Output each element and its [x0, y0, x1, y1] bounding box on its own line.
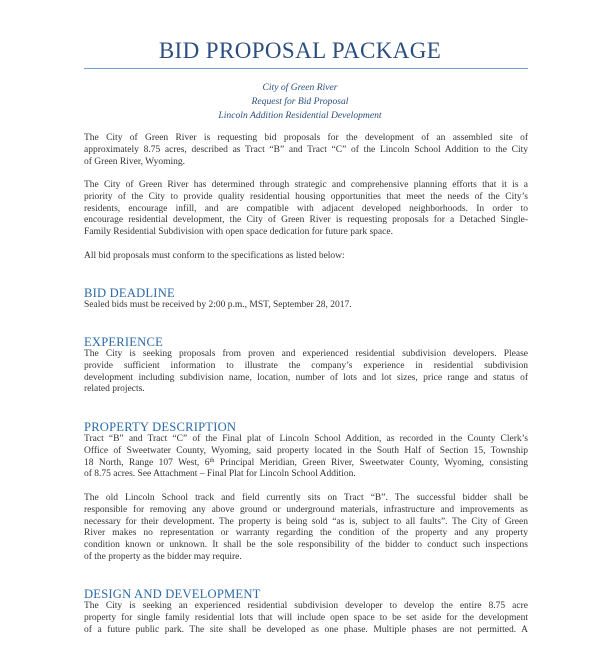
text-line: approximately 8.75 acres, described as Tract “B” and Tract “C” of the Lincoln School Addition to the City — [84, 144, 528, 155]
text-line: of Green River, Wyoming. — [84, 156, 185, 167]
text-line: necessary for their development. The property is being sold “as is, subject to all faults”. The City of Green — [84, 516, 528, 527]
section-heading-design-development: DESIGN AND DEVELOPMENT — [84, 587, 261, 601]
section-heading-bid-deadline: BID DEADLINE — [84, 286, 175, 300]
text-line: property for single family residential lots that will include open space to be set aside for the development — [84, 612, 528, 623]
text-line: River makes no representation or warranty regarding the condition of the property and any property — [84, 528, 528, 539]
text-line: Family Residential Subdivision with open space dedication for future park space. — [84, 227, 393, 238]
text-line: The City is seeking an experienced residential subdivision developer to develop the entire 8.75 acre — [84, 601, 528, 611]
title-divider — [84, 68, 528, 69]
design-paragraph — [84, 601, 528, 636]
subheader-city: City of Green River — [262, 82, 338, 93]
text-line: All bid proposals must conform to the specifications as listed below: — [84, 251, 345, 261]
document-title: BID PROPOSAL PACKAGE — [158, 38, 442, 63]
text-line: Tract “B” and Tract “C” of the Final plat of Lincoln School Addition, as recorded in the County Clerk’s — [84, 434, 528, 444]
property-paragraph-2 — [84, 493, 528, 564]
intro-paragraph-3 — [84, 251, 528, 263]
text-fragment: 18 North, Range 107 West, 6 — [84, 457, 210, 468]
text-line: encourage residential development, the City of Green River is requesting proposals for a Detached Single- — [84, 215, 528, 226]
text-line: of a future public park. The site shall be developed as one phase. Multiple phases are not permitted. A — [84, 624, 528, 635]
text-line: The City of Green River has determined through strategic and comprehensive planning efforts that it is a — [84, 180, 528, 190]
text-line: condition known or unknown. It shall be the sole responsibility of the bidder to conduct such inspections — [84, 540, 528, 551]
text-line: provide sufficient information to illustrate the company’s experience in residential subdivision — [84, 360, 528, 371]
text-line: of 8.75 acres. See Attachment – Final Plat for Lincoln School Addition. — [84, 469, 356, 480]
subheader-request: Request for Bid Proposal — [251, 96, 349, 107]
text-line: priority of the City to provide quality residential housing opportunities that meet the needs of the City’s — [84, 191, 528, 202]
bid-deadline-paragraph — [84, 300, 528, 312]
subheader-project: Lincoln Addition Residential Development — [218, 110, 382, 121]
text-line: The City of Green River is requesting bid proposals for the development of an assembled site of — [84, 133, 528, 143]
text-line: Office of Sweetwater County, Wyoming, said property located in the South Half of Section 15, Township — [84, 445, 528, 456]
text-line: development including subdivision name, location, number of lots and lot sizes, price range and status of — [84, 372, 528, 383]
text-line: Sealed bids must be received by 2:00 p.m., MST, September 28, 2017. — [84, 300, 352, 310]
experience-paragraph — [84, 349, 528, 396]
property-paragraph-1 — [84, 434, 528, 481]
text-line — [84, 458, 528, 470]
text-line: residents, encourage infill, and are compatible with adjacent developed neighborhoods. In order to — [84, 203, 528, 214]
ordinal-suffix: th — [209, 456, 215, 464]
intro-paragraph-1 — [84, 133, 528, 168]
section-heading-experience: EXPERIENCE — [84, 335, 163, 349]
text-fragment: Principal Meridian, Green River, Sweetwater County, Wyoming, consisting — [214, 457, 528, 468]
section-heading-property-description: PROPERTY DESCRIPTION — [84, 420, 237, 434]
text-line: related projects. — [84, 384, 145, 395]
text-line: of the property as the bidder may require. — [84, 551, 242, 562]
text-line: The old Lincoln School track and field currently sits on Tract “B”. The successful bidder shall be — [84, 493, 528, 503]
intro-paragraph-2 — [84, 180, 528, 239]
text-line: The City is seeking proposals from proven and experienced residential subdivision developers. Please — [84, 349, 528, 359]
text-line: responsible for removing any above ground or underground materials, infrastructure and improvements as — [84, 504, 528, 515]
